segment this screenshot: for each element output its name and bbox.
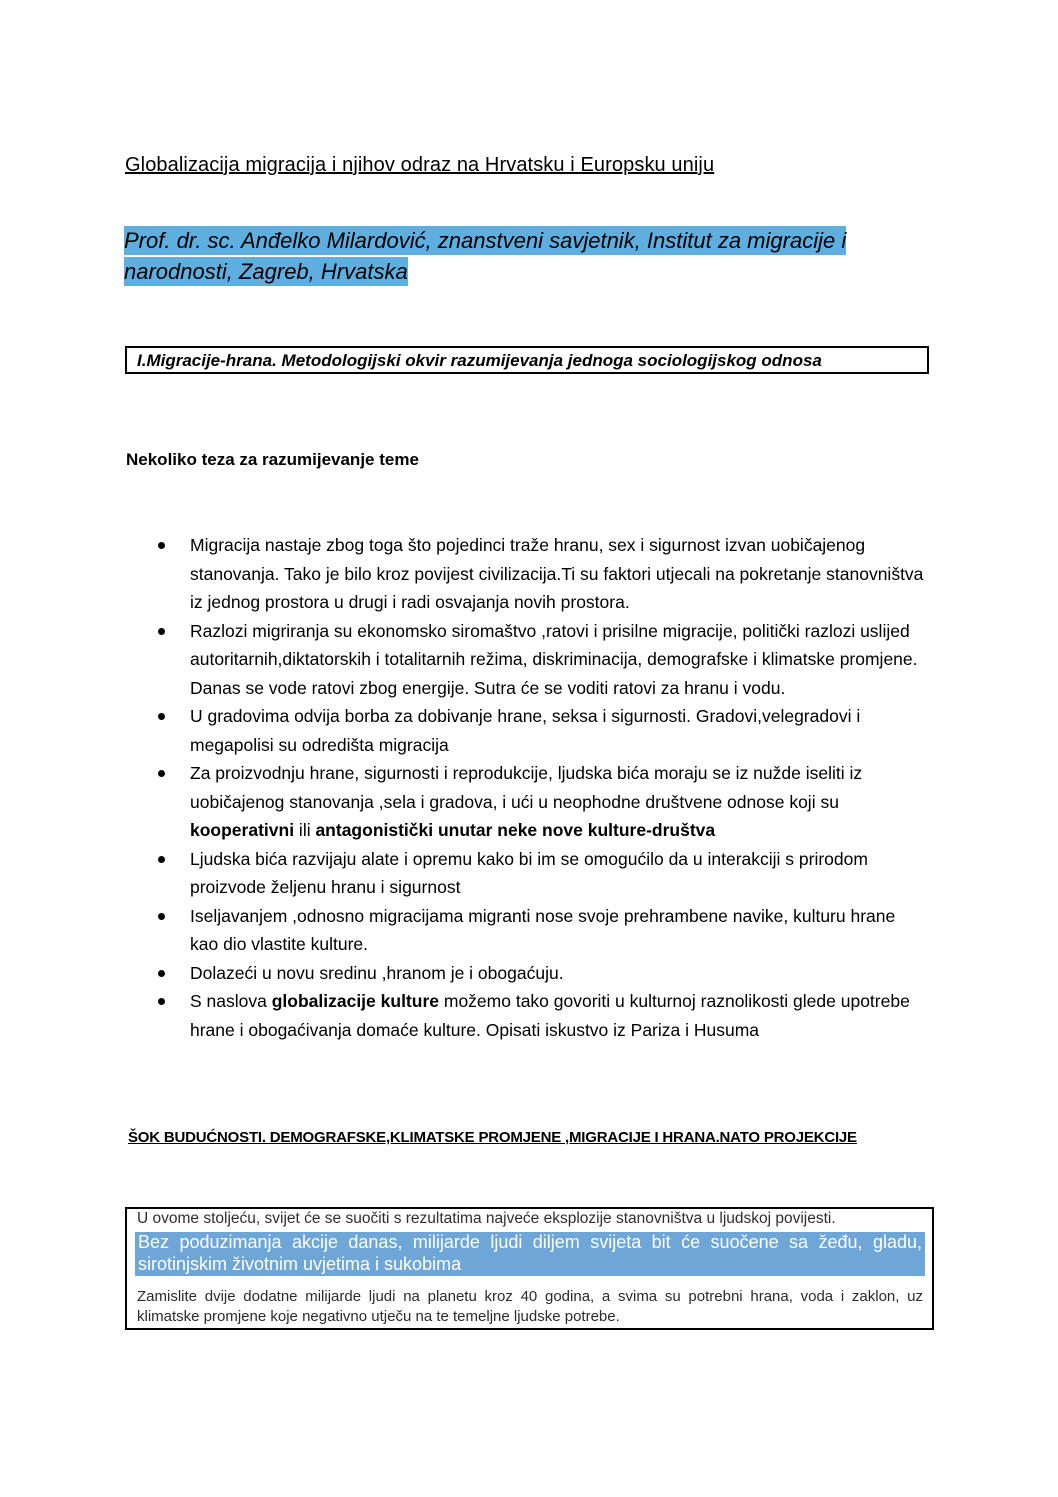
- bold-text: kooperativni: [190, 820, 295, 840]
- theses-list: [155, 531, 925, 1044]
- bold-text: antagonistički unutar neke nove kulture-društva: [315, 820, 716, 840]
- list-item-text: Iseljavanjem ,odnosno migracijama migranti nose svoje prehrambene navike, kulturu hrane kao dio vlastite kulture.: [190, 905, 896, 954]
- author-line-2: narodnosti, Zagreb, Hrvatska: [124, 259, 408, 284]
- bullet-icon: [158, 770, 165, 777]
- list-item: [155, 959, 925, 988]
- list-item: [155, 702, 925, 759]
- list-item: [155, 845, 925, 902]
- projection-intro: U ovome stoljeću, svijet će se suočiti s rezultatima najveće eksplozije stanovništva u ljudskoj povijesti.: [137, 1210, 836, 1227]
- list-item-text: Dolazeći u novu sredinu ,hranom je i obogaćuju.: [190, 962, 564, 983]
- bullet-icon: [158, 970, 165, 977]
- author-line-1: Prof. dr. sc. Anđelko Milardović, znanstveni savjetnik, Institut za migracije i: [124, 228, 847, 253]
- bullet-icon: [158, 628, 165, 635]
- list-item-text: S naslova: [190, 991, 272, 1011]
- bullet-icon: [158, 998, 165, 1005]
- future-shock-heading: ŠOK BUDUĆNOSTI. DEMOGRAFSKE,KLIMATSKE PROMJENE ,MIGRACIJE I HRANA.NATO PROJEKCIJE: [128, 1129, 857, 1146]
- section-heading-box: [125, 346, 929, 374]
- projection-paragraph: Zamislite dvije dodatne milijarde ljudi na planetu kroz 40 godina, a svima su potrebni hrana, voda i zaklon, uz klimatske promjene koje negativno utječu na te temeljne ljudske potrebe.: [137, 1288, 923, 1325]
- list-item: [155, 987, 925, 1044]
- list-item-text: Ljudska bića razvijaju alate i opremu kako bi im se omogućilo da u interakciji s prirodom proizvode željenu hranu i sigurnost: [190, 848, 868, 897]
- bullet-icon: [158, 913, 165, 920]
- list-item: [155, 531, 925, 617]
- bullet-icon: [158, 542, 165, 549]
- bold-text: globalizacije kulture: [271, 991, 439, 1011]
- author-line: [124, 225, 864, 287]
- document-title: Globalizacija migracija i njihov odraz na Hrvatsku i Europsku uniju: [125, 154, 715, 176]
- list-item-text: možemo tako govoriti u kulturnoj raznolikosti glede upotrebe hrane i obogaćivanja domaće kulture. Opisati iskustvo iz Pariza i Husuma: [190, 991, 910, 1040]
- list-item-text: Migracija nastaje zbog toga što pojedinci traže hranu, sex i sigurnost izvan uobičajenog stanovanja. Tako je bilo kroz povijest civilizacija.Ti su faktori utjecali na pokretanje stanovništva iz jednog prostora u drugi i radi osvajanja novih prostora.: [190, 535, 924, 612]
- bullet-icon: [158, 856, 165, 863]
- list-item: [155, 759, 925, 845]
- nato-projection-box: [125, 1207, 934, 1330]
- list-item: [155, 902, 925, 959]
- list-item-text: Razlozi migriranja su ekonomsko siromaštvo ,ratovi i prisilne migracije, politički razlozi uslijed autoritarnih,diktatorskih i totalitarnih režima, diskriminacija, demografske i klimatske promjene. Danas se vode ratovi zbog energije. Sutra će se voditi ratovi za hranu i vodu.: [190, 620, 918, 698]
- projection-highlight: [135, 1232, 925, 1276]
- section-heading: I.Migracije-hrana. Metodologijski okvir razumijevanja jednoga sociologijskog odnosa: [137, 351, 822, 370]
- list-item: [155, 617, 925, 703]
- list-item-text: U gradovima odvija borba za dobivanje hrane, seksa i sigurnosti. Gradovi,velegradovi i megapolisi su odredišta migracija: [190, 706, 861, 755]
- bullet-icon: [158, 713, 165, 720]
- projection-highlight-text: Bez poduzimanja akcije danas, milijarde ljudi diljem svijeta bit će suočene sa žeđu, gladu, sirotinjskim životnim uvjetima i sukobima: [138, 1232, 922, 1274]
- theses-heading: Nekoliko teza za razumijevanje teme: [126, 450, 419, 469]
- list-item-text: Za proizvodnju hrane, sigurnosti i reprodukcije, ljudska bića moraju se iz nužde iseliti iz uobičajenog stanovanja ,sela i gradova, i ući u neophodne društvene odnose koji su: [190, 763, 863, 812]
- list-item-text: ili: [294, 820, 316, 840]
